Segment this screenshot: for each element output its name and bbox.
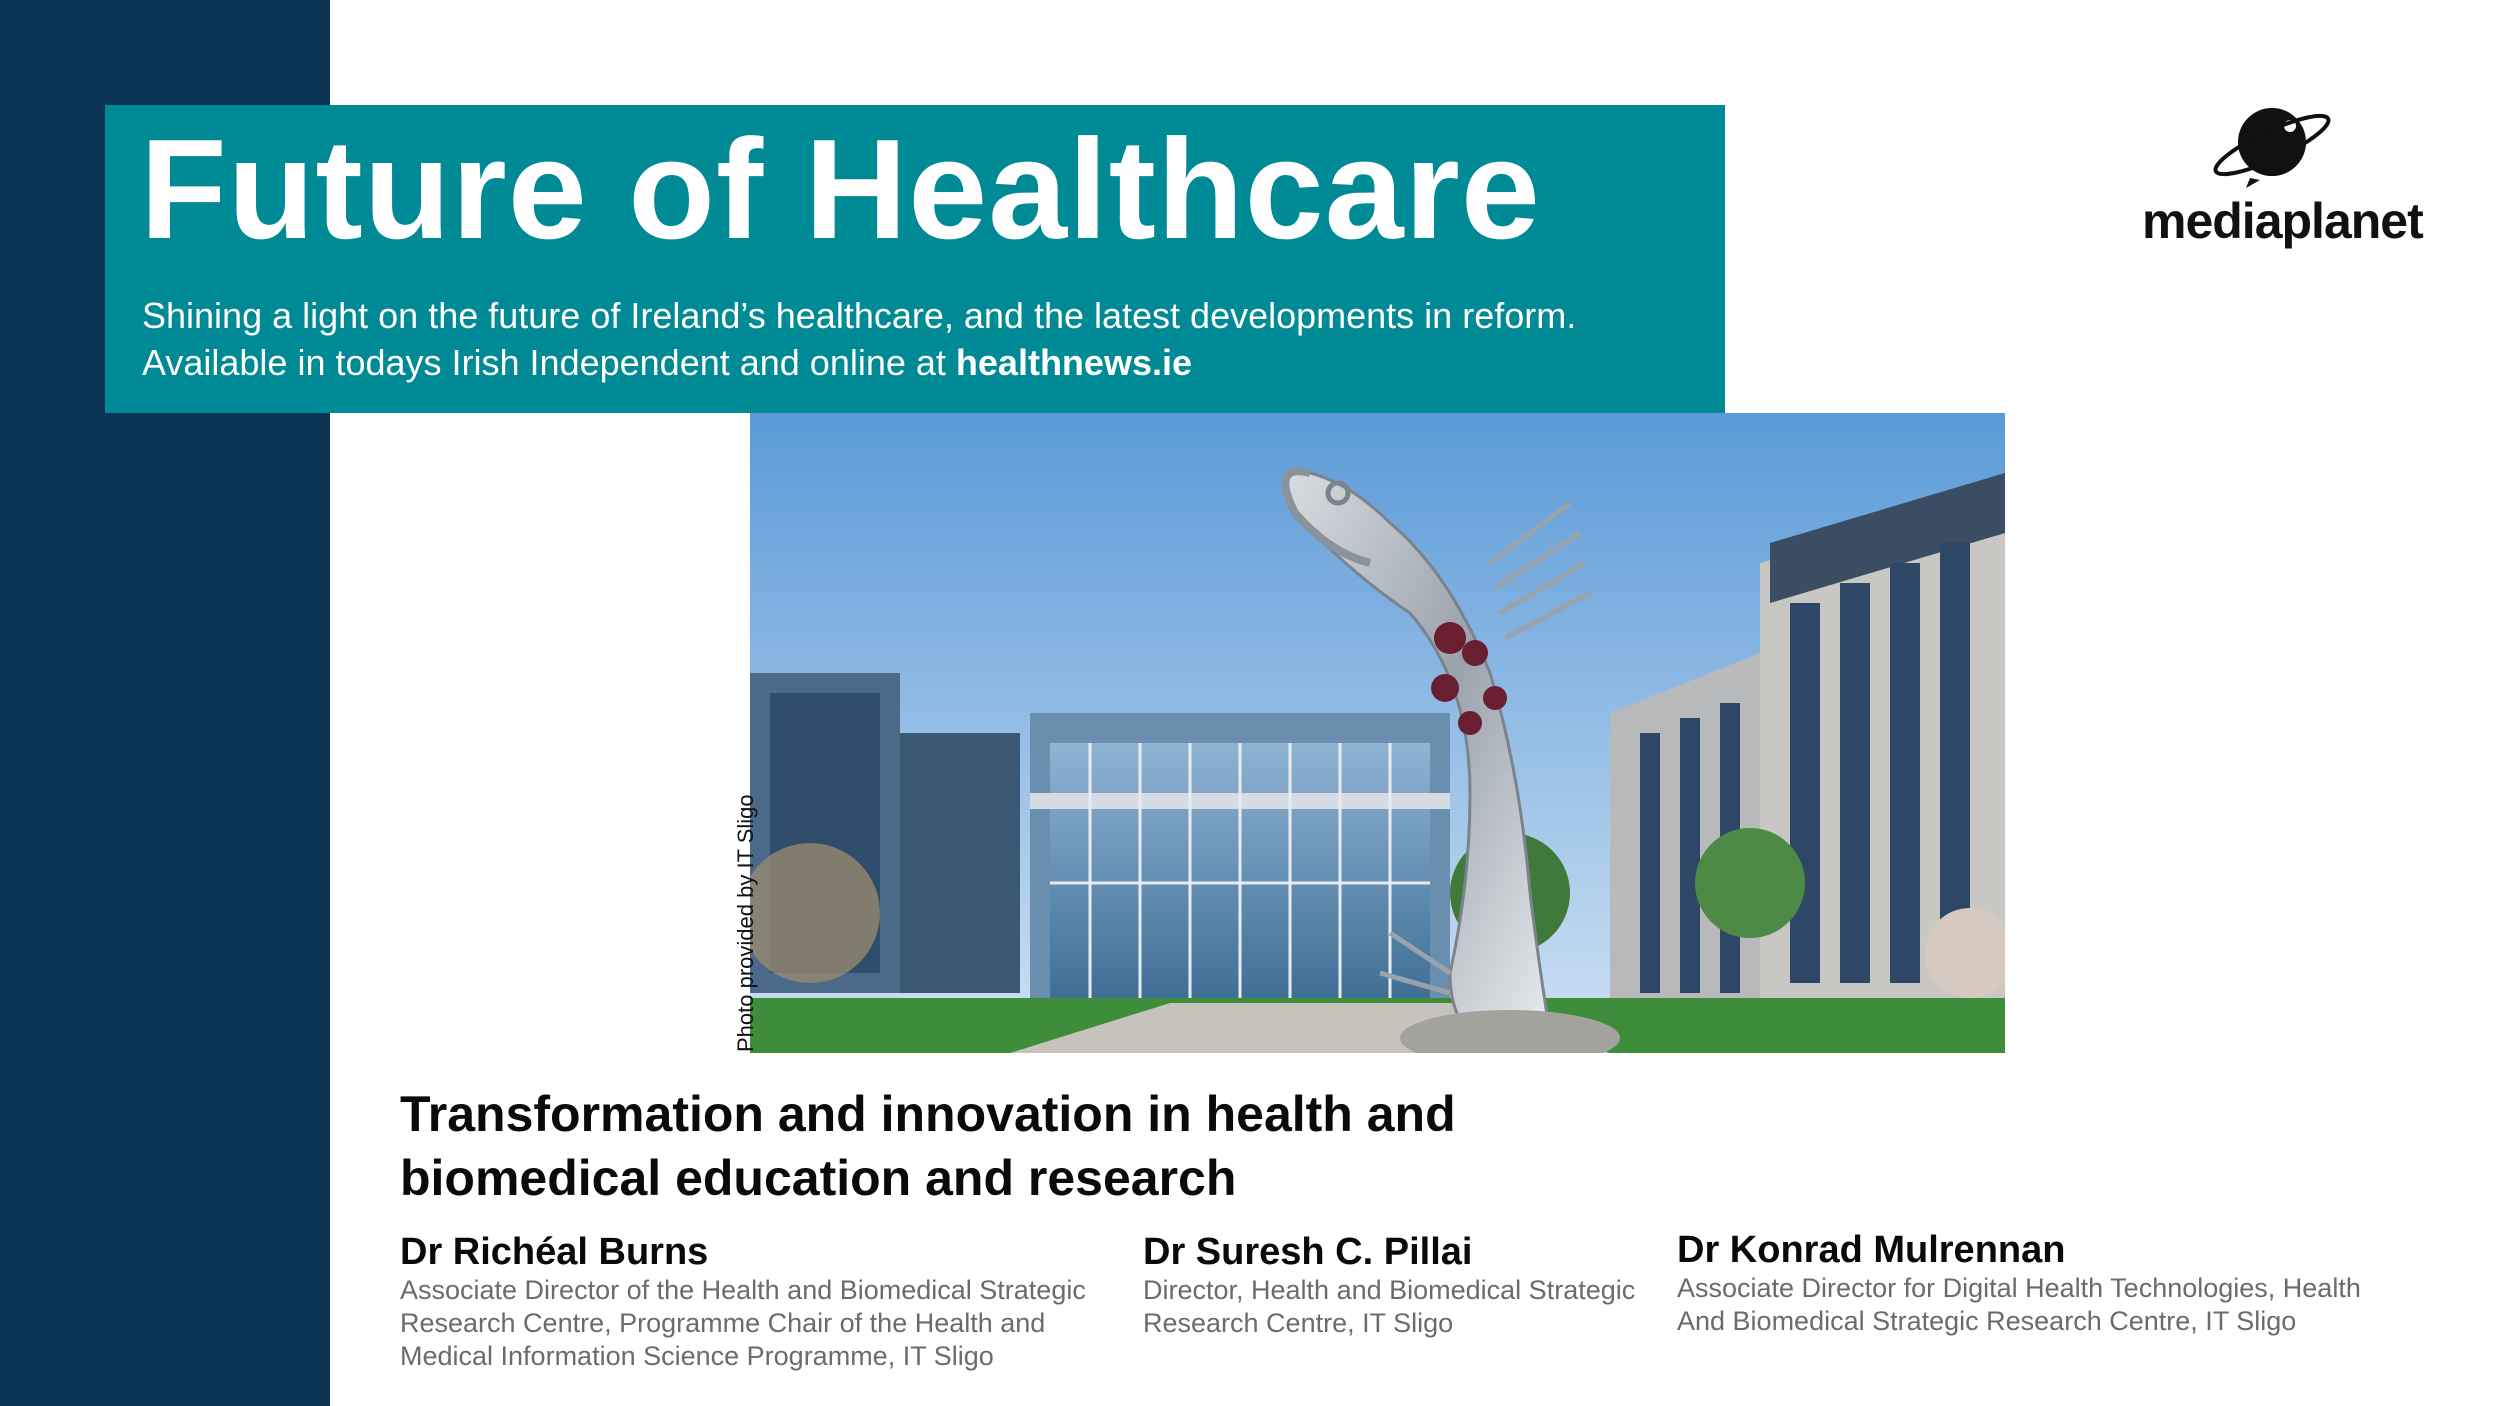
- author-role-line: Associate Director of the Health and Biomedical Strategic: [400, 1275, 1086, 1305]
- article-title-line-2: biomedical education and research: [400, 1150, 1237, 1206]
- author-card: [400, 1228, 1120, 1373]
- mediaplanet-logo: [2130, 100, 2423, 260]
- subtitle-prefix: Available in todays Irish Independent and online at: [142, 342, 956, 383]
- logo-wordmark: mediaplanet: [2142, 193, 2423, 249]
- planet-speech-bubble-icon: [2210, 100, 2340, 190]
- author-role-line: Research Centre, Programme Chair of the Health and: [400, 1308, 1046, 1338]
- author-role-line: And Biomedical Strategic Research Centre, IT Sligo: [1677, 1306, 2297, 1336]
- article-title-line-1: Transformation and innovation in health and: [400, 1086, 1456, 1142]
- author-role-line: Medical Information Science Programme, IT Sligo: [400, 1341, 994, 1371]
- article-title: [400, 1082, 1900, 1210]
- healthnews-link[interactable]: healthnews.ie: [955, 342, 1192, 383]
- hero-subtitle: [142, 292, 1702, 386]
- author-card: [1677, 1226, 2397, 1338]
- page-title: Future of Healthcare: [140, 110, 1541, 269]
- subtitle-line-2: [142, 339, 1702, 386]
- author-name: Dr Suresh C. Pillai: [1143, 1231, 1473, 1273]
- author-card: [1143, 1228, 1663, 1340]
- subtitle-line-1: Shining a light on the future of Ireland’s healthcare, and the latest developments in reform.: [142, 295, 1577, 336]
- author-role: [1143, 1274, 1663, 1340]
- author-role: [400, 1274, 1120, 1373]
- author-role-line: Associate Director for Digital Health Technologies, Health: [1677, 1273, 2361, 1303]
- photo-credit: Photo provided by IT Sligo: [733, 794, 758, 1052]
- author-name: Dr Richéal Burns: [400, 1231, 709, 1273]
- author-role-line: Research Centre, IT Sligo: [1143, 1308, 1454, 1338]
- campus-photo: [750, 413, 2005, 1053]
- author-name: Dr Konrad Mulrennan: [1677, 1229, 2066, 1271]
- author-role: [1677, 1272, 2397, 1338]
- author-role-line: Director, Health and Biomedical Strategic: [1143, 1275, 1636, 1305]
